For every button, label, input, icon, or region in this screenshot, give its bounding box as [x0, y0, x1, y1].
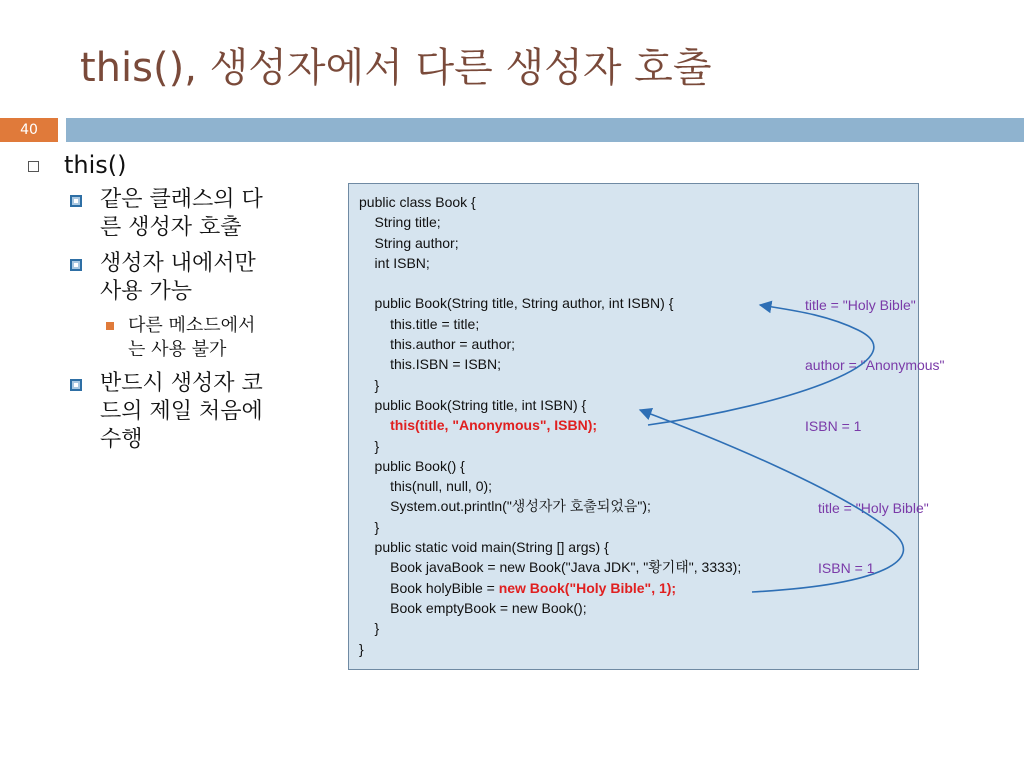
bullet-text: this() [64, 151, 127, 179]
code-line: this.author = author; [359, 336, 516, 353]
bullet-line: 드의 제일 처음에 [100, 399, 263, 424]
code-line: this.ISBN = ISBN; [359, 356, 501, 373]
code-line: public static void main(String [] args) { [359, 539, 609, 556]
page-number: 40 [0, 118, 58, 142]
arrow-main-to-two-arg-constructor [640, 410, 903, 592]
code-line: int ISBN; [359, 254, 430, 271]
code-line: String author; [359, 234, 459, 251]
code-line: public class Book { [359, 194, 476, 210]
code-line: String title; [359, 214, 441, 231]
code-line: public Book(String title, int ISBN) { [359, 396, 587, 413]
code-line: } [359, 640, 364, 657]
code-line: Book javaBook = new Book("Java JDK", "황기태", 3333); [359, 559, 742, 576]
code-line-this-call: this(title, "Anonymous", ISBN); [359, 417, 598, 434]
bullet-line: 사용 가능 [100, 279, 193, 304]
code-line: } [359, 518, 380, 535]
annotation-line: title = "Holy Bible" [818, 499, 929, 516]
code-line: this.title = title; [359, 315, 480, 332]
bullet-line: 생성자 내에서만 [100, 251, 256, 276]
bullet-line: 다른 메소드에서 [128, 315, 256, 336]
bullet-line: 같은 클래스의 다 [100, 187, 263, 212]
annotation-line: title = "Holy Bible" [805, 296, 916, 313]
code-line: this(null, null, 0); [359, 478, 493, 495]
code-line: public Book(String title, String author, int ISBN) { [359, 295, 674, 312]
code-line: } [359, 376, 380, 393]
code-text: Book holyBible = [359, 579, 499, 596]
code-line: } [359, 437, 380, 454]
bullet-line: 른 생성자 호출 [100, 215, 242, 240]
bullet-line: 수행 [100, 427, 143, 452]
code-highlight: new Book("Holy Bible", 1); [498, 579, 677, 596]
annotation-line: ISBN = 1 [818, 560, 875, 577]
code-line: public Book() { [359, 457, 465, 474]
bullet-line: 반드시 생성자 코 [100, 371, 263, 396]
arrow-this-to-three-arg-constructor [648, 305, 874, 425]
code-line: System.out.println("생성자가 호출되었음"); [359, 498, 651, 515]
bullet-line: 는 사용 불가 [128, 339, 227, 360]
slide-title: this(), 생성자에서 다른 생성자 호출 [80, 45, 712, 91]
code-line: } [359, 620, 380, 637]
annotation-line: ISBN = 1 [805, 418, 862, 435]
code-line: Book emptyBook = new Book(); [359, 599, 587, 616]
annotation-line: author = "Anonymous" [805, 357, 945, 374]
